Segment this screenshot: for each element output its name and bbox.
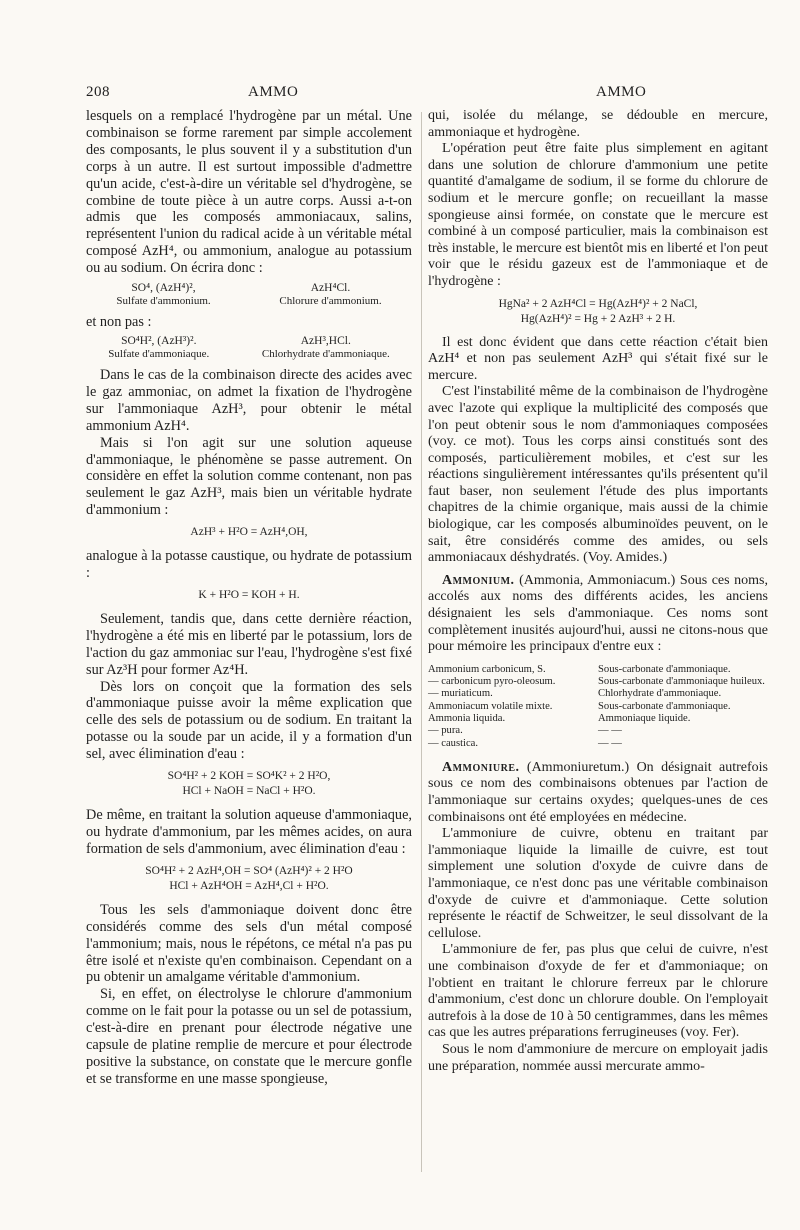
table-cell: — caustica. bbox=[428, 737, 479, 749]
left-column bbox=[86, 108, 412, 1088]
formula-label: Sulfate d'ammonium. bbox=[116, 295, 211, 308]
entry-ammonium bbox=[428, 573, 768, 656]
formula-text: AzH³,HCl. bbox=[300, 335, 351, 348]
paragraph: lesquels on a remplacé l'hydrogène par un métal. Une combinaison se forme rarement par simple accolement des composants, le plus souvent il y a substitution d'un corps à un autre. Il est surtout impossible d'admettre qu'un acide, c'est-à-dire un véritable sel d'hydrogène, se combine de toute pièce à un autre corps. Aussi a-t-on admis que les composés ammoniacaux, salins, représentent l'union du radical acide à un véritable métal composé AzH⁴, ou ammonium, analogue au potassium ou au sodium. On écrira donc : bbox=[86, 108, 412, 277]
table-cell: Sous-carbonate d'ammoniaque. bbox=[598, 663, 731, 675]
paragraph: Si, en effet, on électrolyse le chlorure d'ammonium comme on le fait pour la potasse ou un sel de potassium, c'est-à-dire en prenant pour électrode négative une capsule de platine remplie de mercure et pour électrode positive la substance, on constate que le mercure gonfle et se transforme en une masse spongieuse, bbox=[86, 986, 412, 1087]
paragraph: C'est l'instabilité même de la combinaison de l'hydrogène avec l'azote qui explique la multiplicité des composés que l'on peut obtenir sous le nom d'ammoniaques composées (voy. ce mot). Tous les corps ainsi constitués sont des composés, particulièrement mobiles, et c'est sur les réactions singulièrement intéressantes qu'ils présentent qu'il faut baser, non seulement l'étude des plus importants chapitres de la chimie organique, mais aussi de la chimie biologique, car les composés albuminoïdes peuvent, on le sait, être considérés comme des amides, ou sels ammoniacaux déshydratés. (Voy. Amides.) bbox=[428, 384, 768, 566]
entry-text: (Ammoniuretum.) On désignait autrefois sous ce nom des combinaisons obtenues par l'action de l'ammoniaque sur certains oxydes; quelques-unes de ces combinaisons ont été employées en médecine. bbox=[428, 759, 768, 825]
paragraph: L'ammoniure de fer, pas plus que celui de cuivre, n'est une combinaison d'oxyde de fer et d'ammoniaque; on l'obtient en traitant le chlorure ferreux par le chlorure d'ammonium, c'est donc un chlorure double. On l'employait autrefois à la dose de 10 à 50 centigrammes, dans les mêmes cas que les autres préparations ferrugineuses (voy. Fer). bbox=[428, 942, 768, 1041]
paragraph: Dès lors on conçoit que la formation des sels d'ammoniaque puisse avoir la même explication que celle des sels de potassium ou de sodium. En traitant la potasse ou la soude par un acide, il y a formation d'un sel, avec élimination d'eau : bbox=[86, 678, 412, 763]
paragraph: L'ammoniure de cuivre, obtenu en traitant par l'ammoniaque liquide la limaille de cuivre, est tout simplement une solution d'oxyde de cuivre dans de l'ammoniaque, ce n'est donc pas une véritable combinaison d'oxyde de cuivre et d'ammoniaque. Cette solution représente le réactif de Schweitzer, le seul dissolvant de la cellulose. bbox=[428, 826, 768, 941]
paragraph: Sous le nom d'ammoniure de mercure on employait jadis une préparation, nommée aussi mercurate ammo- bbox=[428, 1041, 768, 1074]
paragraph: L'opération peut être faite plus simplement en agitant dans une solution de chlorure d'ammonium une petite quantité d'amalgame de sodium, il se forme du chlorure de sodium et le mercure gonfle; on recueillant la masse spongieuse ainsi formée, on constate que le mercure est combiné à un composé particulier, mais la combinaison est très instable, le mercure est bientôt mis en liberté et l'on peut voir que le résidu gazeux est de l'ammoniaque et de l'hydrogène : bbox=[428, 141, 768, 289]
formula-text: AzH⁴Cl. bbox=[310, 282, 351, 295]
equation: HCl + AzH⁴OH = AzH⁴,Cl + H²O. bbox=[169, 879, 329, 892]
table-cell: Chlorhydrate d'ammoniaque. bbox=[598, 688, 722, 700]
formula bbox=[262, 335, 390, 361]
equation-block bbox=[86, 769, 412, 799]
synonym-table bbox=[428, 664, 768, 750]
paragraph: Seulement, tandis que, dans cette dernière réaction, l'hydrogène a été mis en liberté par le potassium, lors de l'action du gaz ammoniac sur l'eau, l'hydrogène s'est fixé sur Az³H pour former Az⁴H. bbox=[86, 610, 412, 678]
equation: AzH³ + H²O = AzH⁴,OH, bbox=[190, 526, 308, 539]
table-cell: Ammonia liquida. bbox=[428, 713, 506, 724]
formula-label: Chlorhydrate d'ammoniaque. bbox=[261, 348, 390, 361]
equation-block bbox=[86, 864, 412, 894]
table-cell: — — bbox=[598, 737, 622, 749]
table-cell: Ammoniacum volatile mixte. bbox=[428, 700, 553, 712]
paragraph: Tous les sels d'ammoniaque doivent donc être considérés comme des sels d'un métal composé l'ammonium; mais, nous le répétons, ce métal n'a pas pu être isolé et n'existe qu'en combinaison. Cependant on a pu obtenir un amalgame véritable d'ammonium. bbox=[86, 901, 412, 986]
paragraph: Il est donc évident que dans cette réaction c'était bien AzH⁴ et non pas seulement AzH³ qui s'était fixé sur le mercure. bbox=[428, 334, 768, 383]
table-cell: — pura. bbox=[428, 725, 463, 737]
table-cell: — carbonicum pyro-oleosum. bbox=[428, 676, 556, 688]
formula bbox=[108, 335, 209, 361]
table-cell: — — bbox=[598, 725, 622, 737]
paragraph: analogue à la potasse caustique, ou hydrate de potassium : bbox=[86, 548, 412, 582]
column-divider bbox=[421, 112, 422, 1172]
paragraph: De même, en traitant la solution aqueuse d'ammoniaque, ou hydrate d'ammonium, par les mêmes acides, on aura formation de sels d'ammonium, avec élimination d'eau : bbox=[86, 807, 412, 857]
formula-pair bbox=[86, 335, 412, 361]
formula-label: Sulfate d'ammoniaque. bbox=[108, 348, 210, 361]
formula-text: SO⁴H², (AzH³)². bbox=[121, 335, 197, 348]
formula bbox=[279, 282, 381, 308]
table-column-latin bbox=[428, 664, 591, 750]
formula-text: SO⁴, (AzH⁴)², bbox=[131, 282, 196, 295]
equation: HCl + NaOH = NaCl + H²O. bbox=[182, 785, 316, 798]
table-cell: Sous-carbonate d'ammoniaque huileux. bbox=[598, 676, 765, 688]
table-column-french bbox=[598, 664, 768, 750]
equation: SO⁴H² + 2 KOH = SO⁴K² + 2 H²O, bbox=[167, 770, 331, 783]
table-cell: Ammonium carbonicum, S. bbox=[428, 663, 546, 675]
entry-ammoniure bbox=[428, 760, 768, 826]
equation: Hg(AzH⁴)² = Hg + 2 AzH³ + 2 H. bbox=[520, 312, 676, 325]
paragraph: qui, isolée du mélange, se dédouble en mercure, ammoniaque et hydrogène. bbox=[428, 108, 768, 140]
page-number: 208 bbox=[86, 84, 110, 100]
paragraph: Mais si l'on agit sur une solution aqueuse d'ammoniaque, le phénomène se passe autrement. On considère en effet la solution comme contenant, non pas seulement le gaz AzH³, mais bien un véritable hydrate d'ammonium : bbox=[86, 434, 412, 519]
right-column bbox=[428, 108, 768, 1075]
equation-block bbox=[428, 297, 768, 327]
formula bbox=[116, 282, 210, 308]
equation: HgNa² + 2 AzH⁴Cl = Hg(AzH⁴)² + 2 NaCl, bbox=[498, 297, 698, 310]
running-head-right: AMMO bbox=[596, 84, 647, 100]
table-cell: Ammoniaque liquide. bbox=[598, 713, 691, 724]
paragraph: Dans le cas de la combinaison directe des acides avec le gaz ammoniac, on admet la fixation de l'hydrogène sur l'ammoniaque AzH³, pour obtenir le métal ammonium AzH⁴. bbox=[86, 366, 412, 434]
table-cell: Sous-carbonate d'ammoniaque. bbox=[598, 700, 731, 712]
entry-headword: Ammoniure. bbox=[442, 759, 520, 775]
formula-pair bbox=[86, 282, 412, 308]
running-head-left: AMMO bbox=[248, 84, 299, 100]
table-cell: — muriaticum. bbox=[428, 688, 493, 700]
paragraph: et non pas : bbox=[86, 313, 152, 330]
equation: K + H²O = KOH + H. bbox=[198, 588, 300, 601]
entry-headword: Ammonium. bbox=[442, 572, 515, 588]
formula-label: Chlorure d'ammonium. bbox=[279, 295, 382, 308]
entry-text: (Ammonia, Ammoniacum.) Sous ces noms, accolés aux noms des différents acides, les anciens désignaient les sels d'ammoniaque. Ces noms sont complètement inusités aujourd'hui, aussi ne citons-nous que pour mémoire les principaux d'entre eux : bbox=[428, 572, 769, 655]
equation: SO⁴H² + 2 AzH⁴,OH = SO⁴ (AzH⁴)² + 2 H²O bbox=[145, 864, 353, 877]
